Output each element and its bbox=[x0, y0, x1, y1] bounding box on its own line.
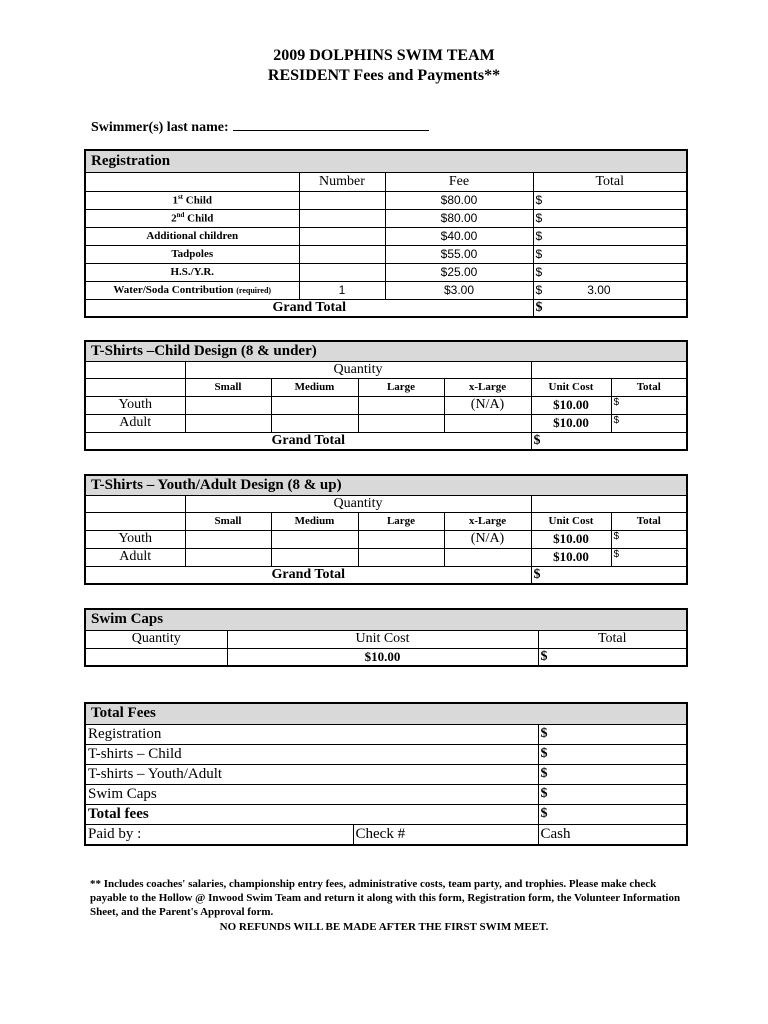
qty-small-cell[interactable] bbox=[185, 548, 271, 566]
unit-cost: $10.00 bbox=[531, 396, 611, 414]
qty-medium-cell[interactable] bbox=[271, 530, 358, 548]
total-fees-row bbox=[85, 744, 687, 764]
size-xlarge: x-Large bbox=[444, 512, 531, 530]
total-fees-row-label: Total fees bbox=[85, 804, 538, 824]
registration-row-label: H.S./Y.R. bbox=[85, 263, 299, 281]
registration-row bbox=[85, 227, 687, 245]
qty-xlarge-cell[interactable] bbox=[444, 414, 531, 432]
registration-total-cell[interactable]: $ bbox=[533, 191, 687, 209]
row-label: Youth bbox=[85, 396, 185, 414]
qty-large-cell[interactable] bbox=[358, 530, 444, 548]
swim-caps-col-total: Total bbox=[538, 630, 687, 648]
qty-xlarge-cell: (N/A) bbox=[444, 530, 531, 548]
total-fees-row bbox=[85, 764, 687, 784]
registration-fee: $3.00 bbox=[385, 281, 533, 299]
registration-col-number: Number bbox=[299, 172, 385, 191]
total-label: Total bbox=[611, 512, 687, 530]
registration-fee: $80.00 bbox=[385, 191, 533, 209]
registration-total-cell[interactable]: $ bbox=[533, 245, 687, 263]
tshirt-child-row bbox=[85, 396, 687, 414]
registration-total-cell[interactable]: $ 3.00 bbox=[533, 281, 687, 299]
total-fees-row bbox=[85, 804, 687, 824]
total-fees-row bbox=[85, 724, 687, 744]
registration-row-label: 2nd Child bbox=[85, 209, 299, 227]
registration-number-cell[interactable] bbox=[299, 245, 385, 263]
tshirt-adult-grand-total-label: Grand Total bbox=[85, 566, 531, 584]
registration-number-cell[interactable] bbox=[299, 263, 385, 281]
registration-row-label: 1st Child bbox=[85, 191, 299, 209]
tshirt-child-table bbox=[84, 340, 688, 451]
registration-row bbox=[85, 209, 687, 227]
total-fees-row-label: T-shirts – Child bbox=[85, 744, 538, 764]
total-fees-amount-cell[interactable]: $ bbox=[538, 804, 687, 824]
tshirt-adult-header: T-Shirts – Youth/Adult Design (8 & up) bbox=[85, 475, 687, 495]
registration-row bbox=[85, 263, 687, 281]
total-fees-header: Total Fees bbox=[85, 703, 687, 724]
registration-row bbox=[85, 191, 687, 209]
registration-header: Registration bbox=[85, 150, 687, 172]
qty-xlarge-cell: (N/A) bbox=[444, 396, 531, 414]
registration-grand-total-cell[interactable]: $ bbox=[533, 299, 687, 317]
qty-small-cell[interactable] bbox=[185, 414, 271, 432]
qty-medium-cell[interactable] bbox=[271, 396, 358, 414]
qty-xlarge-cell[interactable] bbox=[444, 548, 531, 566]
registration-fee: $55.00 bbox=[385, 245, 533, 263]
registration-col-fee: Fee bbox=[385, 172, 533, 191]
registration-fee: $40.00 bbox=[385, 227, 533, 245]
row-label: Adult bbox=[85, 414, 185, 432]
registration-fee: $25.00 bbox=[385, 263, 533, 281]
size-large: Large bbox=[358, 378, 444, 396]
registration-number-cell[interactable] bbox=[299, 209, 385, 227]
size-medium: Medium bbox=[271, 378, 358, 396]
registration-col-total: Total bbox=[533, 172, 687, 191]
tshirt-child-grand-total-cell[interactable]: $ bbox=[531, 432, 687, 450]
unit-cost: $10.00 bbox=[531, 548, 611, 566]
registration-grand-total-label: Grand Total bbox=[85, 299, 533, 317]
size-small: Small bbox=[185, 512, 271, 530]
registration-row-label: Additional children bbox=[85, 227, 299, 245]
tshirt-adult-row bbox=[85, 548, 687, 566]
tshirt-child-row bbox=[85, 414, 687, 432]
registration-fee: $80.00 bbox=[385, 209, 533, 227]
swim-caps-header: Swim Caps bbox=[85, 609, 687, 630]
unit-cost: $10.00 bbox=[531, 530, 611, 548]
row-total-cell[interactable]: $ bbox=[611, 530, 687, 548]
unit-cost: $10.00 bbox=[531, 414, 611, 432]
tshirt-adult-quantity-label: Quantity bbox=[185, 495, 531, 512]
registration-number-cell[interactable]: 1 bbox=[299, 281, 385, 299]
swim-caps-col-unit-cost: Unit Cost bbox=[227, 630, 538, 648]
tshirt-child-quantity-label: Quantity bbox=[185, 361, 531, 378]
row-label: Youth bbox=[85, 530, 185, 548]
row-total-cell[interactable]: $ bbox=[611, 548, 687, 566]
registration-row-label: Water/Soda Contribution (required) bbox=[85, 281, 299, 299]
swim-caps-table bbox=[84, 608, 688, 667]
size-small: Small bbox=[185, 378, 271, 396]
registration-row-label: Tadpoles bbox=[85, 245, 299, 263]
registration-number-cell[interactable] bbox=[299, 227, 385, 245]
qty-medium-cell[interactable] bbox=[271, 548, 358, 566]
row-label: Adult bbox=[85, 548, 185, 566]
swim-caps-col-quantity: Quantity bbox=[85, 630, 227, 648]
total-fees-row-label: Swim Caps bbox=[85, 784, 538, 804]
tshirt-child-grand-total-label: Grand Total bbox=[85, 432, 531, 450]
registration-row bbox=[85, 281, 687, 299]
registration-number-cell[interactable] bbox=[299, 191, 385, 209]
qty-large-cell[interactable] bbox=[358, 414, 444, 432]
swimmer-name-label: Swimmer(s) last name: bbox=[91, 120, 229, 135]
registration-table bbox=[84, 149, 688, 318]
size-large: Large bbox=[358, 512, 444, 530]
row-total-cell[interactable]: $ bbox=[611, 396, 687, 414]
qty-large-cell[interactable] bbox=[358, 396, 444, 414]
qty-medium-cell[interactable] bbox=[271, 414, 358, 432]
registration-row bbox=[85, 245, 687, 263]
tshirt-child-header: T-Shirts –Child Design (8 & under) bbox=[85, 341, 687, 361]
size-xlarge: x-Large bbox=[444, 378, 531, 396]
qty-small-cell[interactable] bbox=[185, 396, 271, 414]
document-subtitle: RESIDENT Fees and Payments** bbox=[267, 67, 501, 84]
swim-caps-unit-cost: $10.00 bbox=[227, 648, 538, 666]
document-title: 2009 DOLPHINS SWIM TEAM bbox=[273, 47, 495, 64]
unit-cost-label: Unit Cost bbox=[531, 512, 611, 530]
footnote: ** Includes coaches' salaries, championship entry fees, administrative costs, team party, and trophies. Please make check payable to the Hollow @ Inwood Swim Team and return it along with this form, Registration form, the Volunteer Information Sheet, and the Parent's Approval form. bbox=[90, 878, 681, 918]
qty-small-cell[interactable] bbox=[185, 530, 271, 548]
tshirt-adult-table bbox=[84, 474, 688, 585]
total-fees-table bbox=[84, 702, 688, 846]
total-fees-amount-cell[interactable]: $ bbox=[538, 784, 687, 804]
qty-large-cell[interactable] bbox=[358, 548, 444, 566]
swimmer-name-field[interactable] bbox=[91, 117, 429, 136]
total-fees-row-label: T-shirts – Youth/Adult bbox=[85, 764, 538, 784]
swimmer-name-line[interactable] bbox=[233, 117, 429, 131]
check-number-field[interactable]: Check # bbox=[353, 824, 538, 845]
row-total-cell[interactable]: $ bbox=[611, 414, 687, 432]
registration-total-cell[interactable]: $ bbox=[533, 209, 687, 227]
total-fees-row bbox=[85, 784, 687, 804]
unit-cost-label: Unit Cost bbox=[531, 378, 611, 396]
registration-total-cell[interactable]: $ bbox=[533, 263, 687, 281]
total-fees-row-label: Registration bbox=[85, 724, 538, 744]
size-medium: Medium bbox=[271, 512, 358, 530]
swim-caps-total-cell[interactable]: $ bbox=[538, 648, 687, 666]
refund-notice: NO REFUNDS WILL BE MADE AFTER THE FIRST SWIM MEET. bbox=[219, 921, 549, 933]
tshirt-adult-row bbox=[85, 530, 687, 548]
tshirt-adult-grand-total-cell[interactable]: $ bbox=[531, 566, 687, 584]
cash-field[interactable]: Cash bbox=[538, 824, 687, 845]
total-fees-amount-cell[interactable]: $ bbox=[538, 744, 687, 764]
registration-total-cell[interactable]: $ bbox=[533, 227, 687, 245]
total-fees-amount-cell[interactable]: $ bbox=[538, 764, 687, 784]
total-label: Total bbox=[611, 378, 687, 396]
swim-caps-quantity-cell[interactable] bbox=[85, 648, 227, 666]
paid-by-field[interactable]: Paid by : bbox=[85, 824, 353, 845]
total-fees-amount-cell[interactable]: $ bbox=[538, 724, 687, 744]
